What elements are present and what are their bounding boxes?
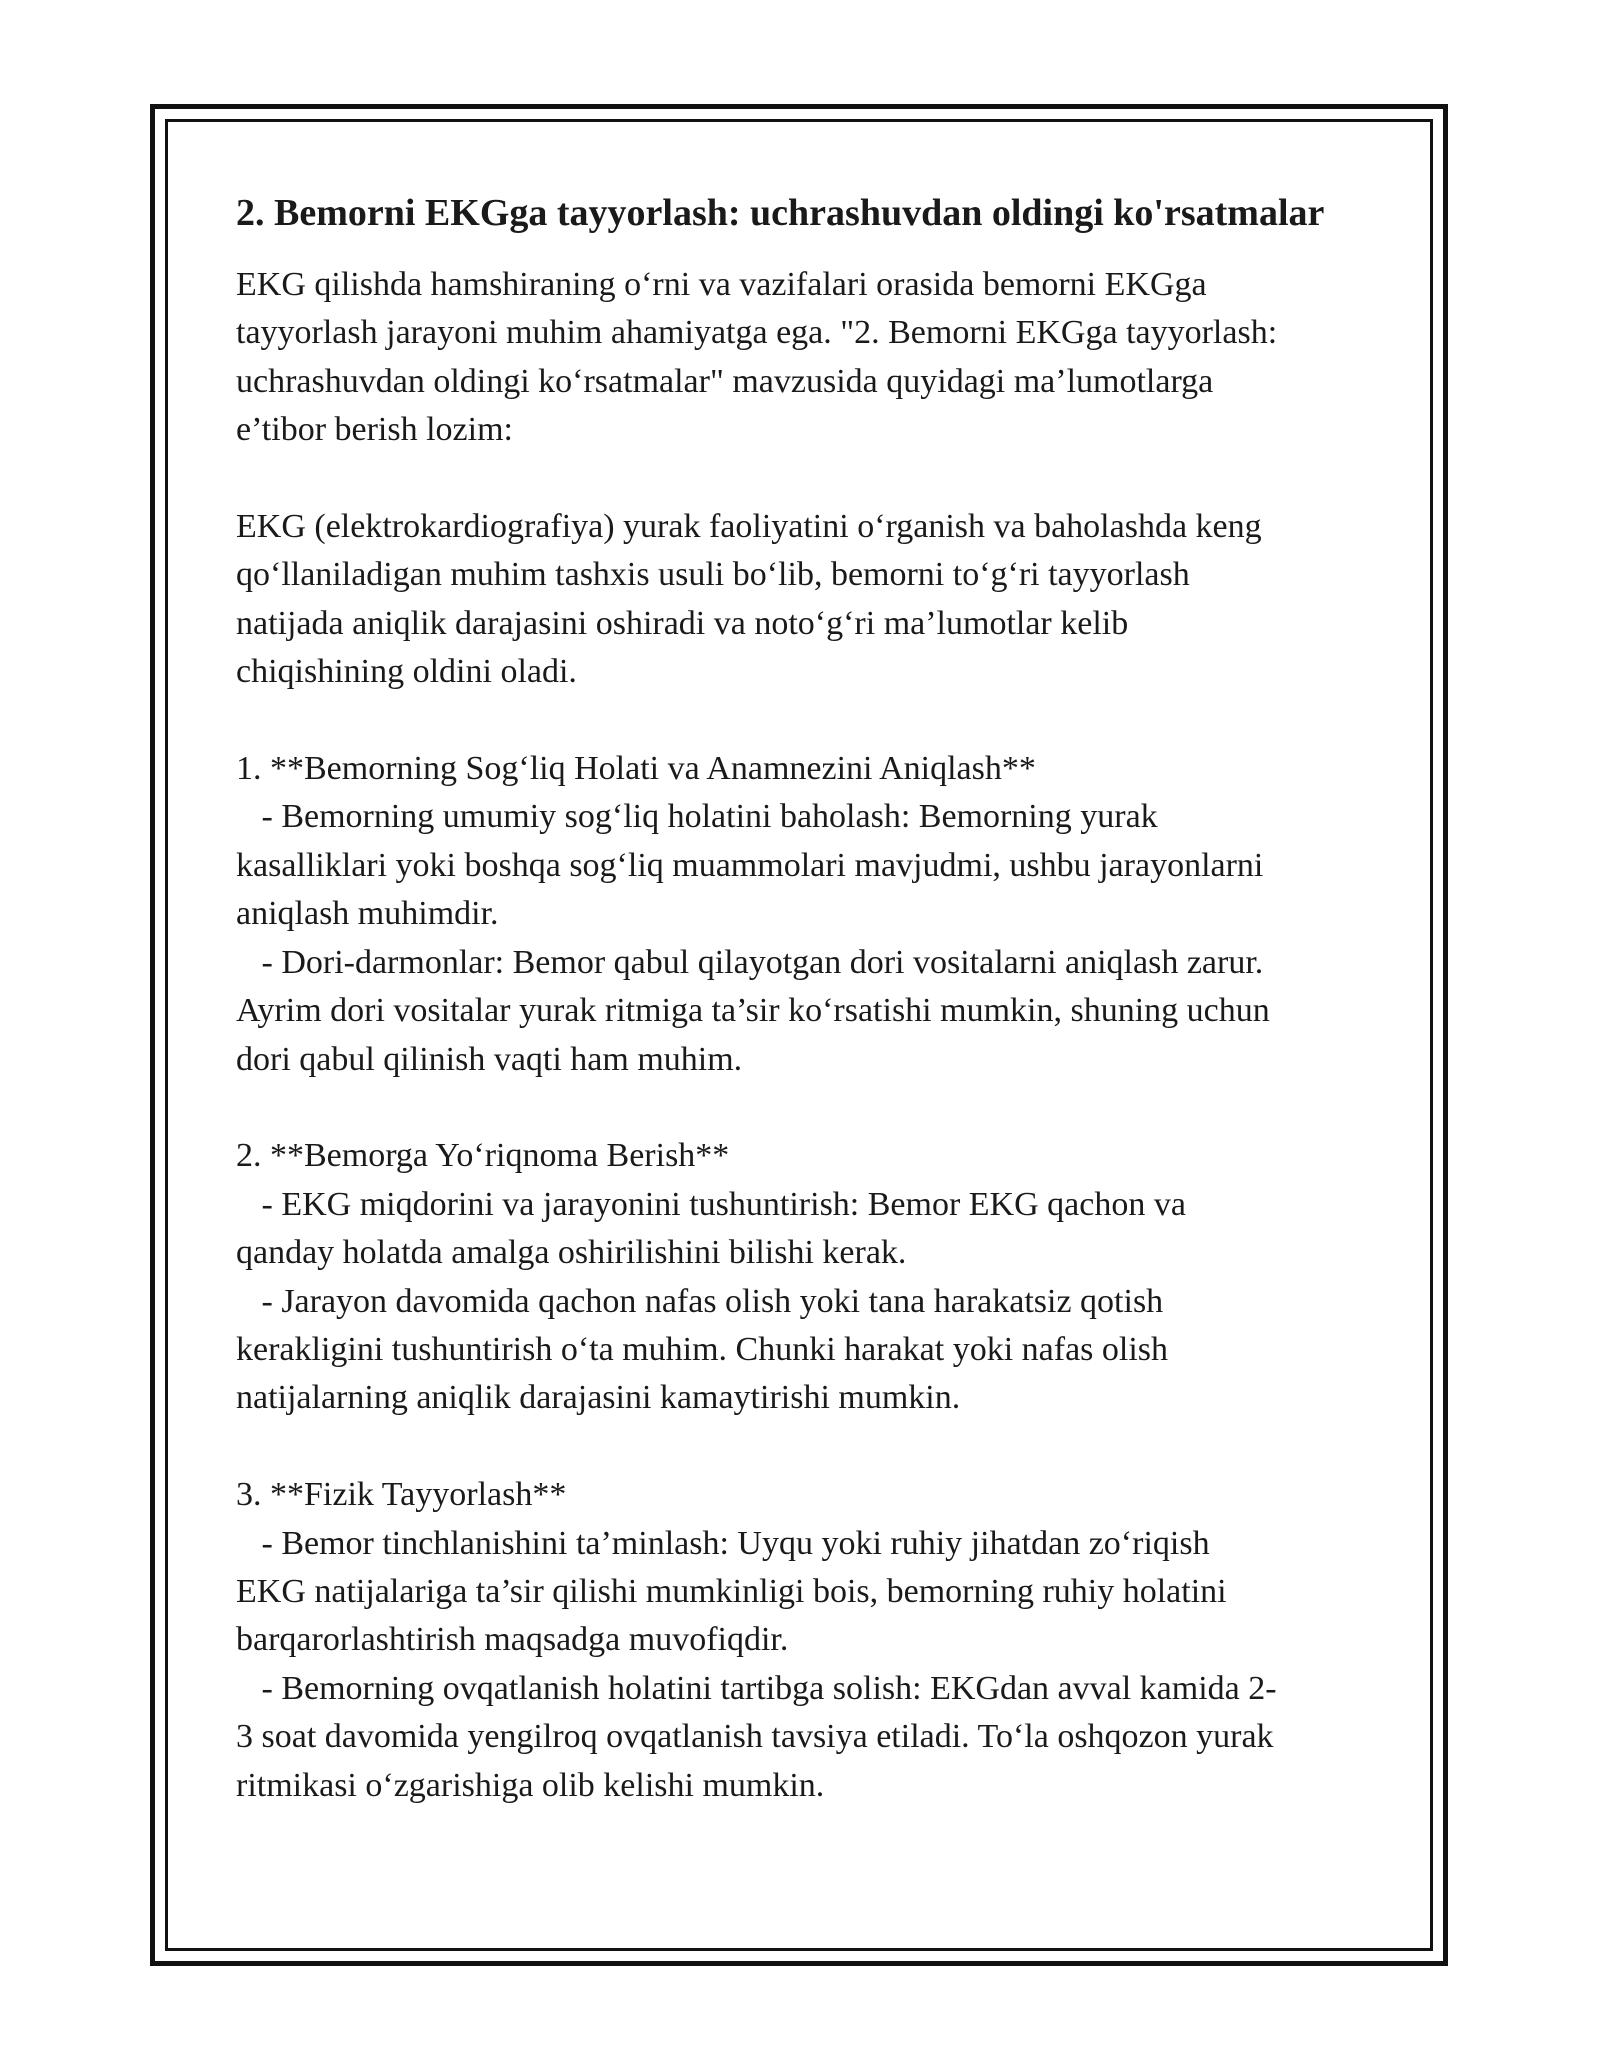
text-line: 1. **Bemorning Sog‘liq Holati va Anamnezini Aniqlash** (236, 750, 1036, 788)
text-line: Ayrim dori vositalar yurak ritmiga ta’sir ko‘rsatishi mumkin, shuning uchun (236, 992, 1270, 1030)
section-heading: 2. Bemorni EKGga tayyorlash: uchrashuvdan oldingi ko'rsatmalar (236, 192, 1325, 234)
text-line: qo‘llaniladigan muhim tashxis usuli bo‘lib, bemorni to‘g‘ri tayyorlash (236, 556, 1190, 594)
text-line: natijada aniqlik darajasini oshiradi va noto‘g‘ri ma’lumotlar kelib (236, 604, 1129, 642)
text-line: barqarorlashtirish maqsadga muvofiqdir. (236, 1621, 789, 1659)
text-line: - Dori-darmonlar: Bemor qabul qilayotgan dori vositalarni aniqlash zarur. (236, 943, 1264, 981)
text-line: 3 soat davomida yengilroq ovqatlanish tavsiya etiladi. To‘la oshqozon yurak (236, 1718, 1274, 1756)
text-line: aniqlash muhimdir. (236, 895, 499, 933)
text-line: EKG natijalariga ta’sir qilishi mumkinligi bois, bemorning ruhiy holatini (236, 1572, 1227, 1610)
text-line: dori qabul qilinish vaqti ham muhim. (236, 1040, 743, 1078)
text-line: kerakligini tushuntirish o‘ta muhim. Chunki harakat yoki nafas olish (236, 1330, 1169, 1368)
document-content (236, 186, 1376, 1810)
text-line: chiqishining oldini oladi. (236, 653, 577, 691)
text-line: - Bemorning ovqatlanish holatini tartibga solish: EKGdan avval kamida 2- (236, 1669, 1277, 1707)
text-line: kasalliklari yoki boshqa sog‘liq muammolari mavjudmi, ushbu jarayonlarni (236, 846, 1264, 884)
text-line: uchrashuvdan oldingi ko‘rsatmalar" mavzusida quyidagi ma’lumotlarga (236, 362, 1214, 400)
text-line: - Bemorning umumiy sog‘liq holatini baholash: Bemorning yurak (236, 798, 1158, 836)
text-line: 3. **Fizik Tayyorlash** (236, 1476, 567, 1514)
text-line: ritmikasi o‘zgarishiga olib kelishi mumkin. (236, 1766, 825, 1804)
text-line: qanday holatda amalga oshirilishini bilishi kerak. (236, 1234, 907, 1272)
text-line: EKG qilishda hamshiraning o‘rni va vazifalari orasida bemorni EKGga (236, 266, 1207, 303)
text-line: e’tibor berish lozim: (236, 411, 513, 449)
text-line: - EKG miqdorini va jarayonini tushuntirish: Bemor EKG qachon va (236, 1185, 1186, 1223)
text-line: 2. **Bemorga Yo‘riqnoma Berish** (236, 1137, 730, 1175)
text-line: EKG (elektrokardiografiya) yurak faoliyatini o‘rganish va baholashda keng (236, 508, 1262, 546)
text-line: - Jarayon davomida qachon nafas olish yoki tana harakatsiz qotish (236, 1282, 1164, 1320)
body-text (236, 261, 1376, 1810)
text-line: - Bemor tinchlanishini ta’minlash: Uyqu yoki ruhiy jihatdan zo‘riqish (236, 1524, 1210, 1562)
text-line: natijalarning aniqlik darajasini kamaytirishi mumkin. (236, 1379, 961, 1417)
text-line: tayyorlash jarayoni muhim ahamiyatga ega. "2. Bemorni EKGga tayyorlash: (236, 314, 1278, 352)
